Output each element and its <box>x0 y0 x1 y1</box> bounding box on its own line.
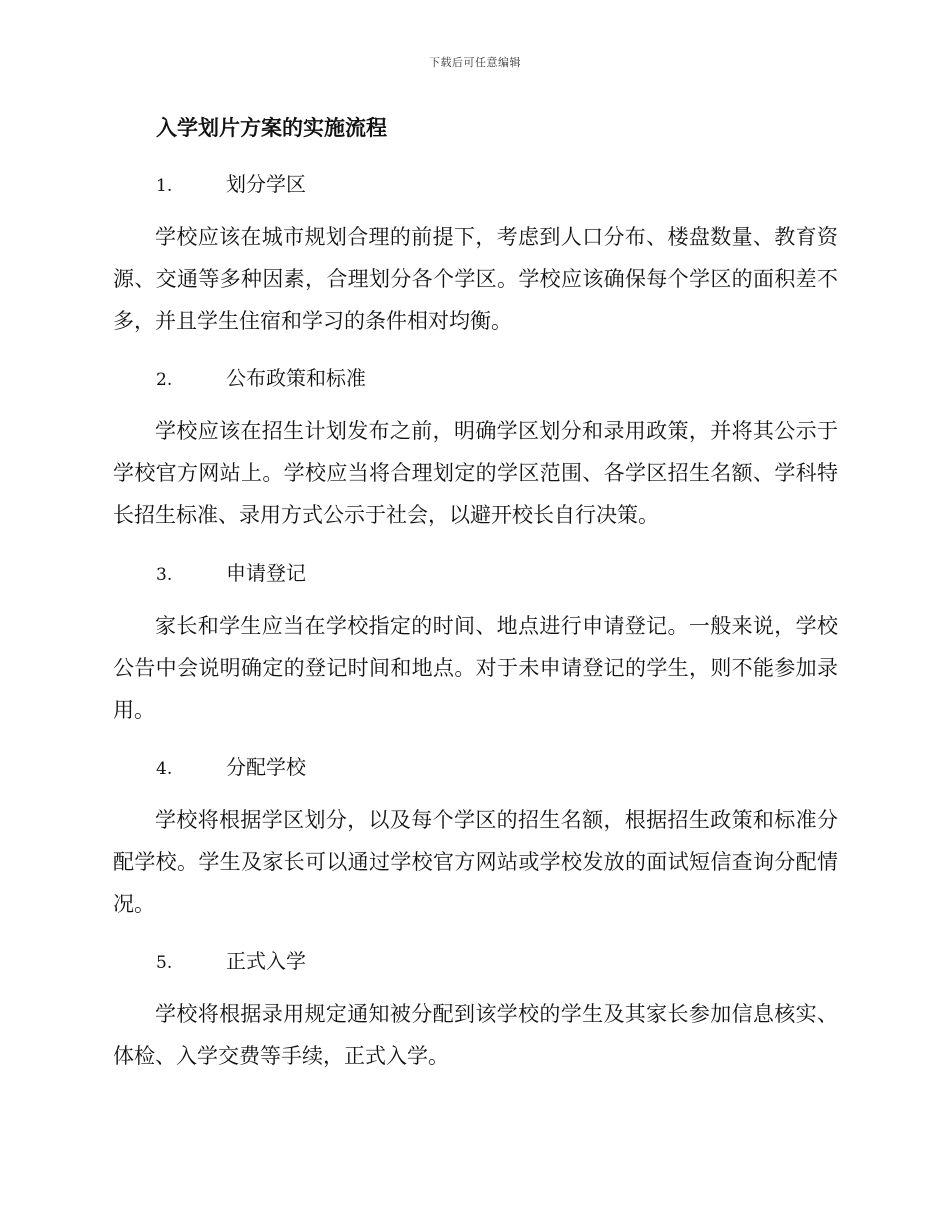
section-3-body: 家长和学生应当在学校指定的时间、地点进行申请登记。一般来说，学校公告中会说明确定的登记时间和地点。对于未申请登记的学生，则不能参加录用。 <box>113 614 838 722</box>
header-note: 下载后可任意编辑 <box>429 56 521 69</box>
section-4-heading <box>156 751 306 780</box>
section-5-heading <box>156 945 306 974</box>
section-5-number: 5. <box>156 953 173 973</box>
section-2-number: 2. <box>156 370 173 390</box>
section-3-number: 3. <box>156 565 173 585</box>
section-1-number: 1. <box>156 176 173 196</box>
section-4-title: 分配学校 <box>226 755 306 779</box>
section-2-title: 公布政策和标准 <box>226 366 366 390</box>
section-4-number: 4. <box>156 759 173 779</box>
section-5-title: 正式入学 <box>226 949 306 973</box>
section-2-heading <box>156 362 366 391</box>
section-1-body: 学校应该在城市规划合理的前提下，考虑到人口分布、楼盘数量、教育资源、交通等多种因素，合理划分各个学区。学校应该确保每个学区的面积差不多，并且学生住宿和学习的条件相对均衡。 <box>113 225 838 333</box>
section-2-body: 学校应该在招生计划发布之前，明确学区划分和录用政策，并将其公示于学校官方网站上。学校应当将合理划定的学区范围、各学区招生名额、学科特长招生标准、录用方式公示于社会，以避开校长自行决策。 <box>113 419 838 527</box>
section-4-body: 学校将根据学区划分，以及每个学区的招生名额，根据招生政策和标准分配学校。学生及家长可以通过学校官方网站或学校发放的面试短信查询分配情况。 <box>113 808 838 916</box>
section-1-title: 划分学区 <box>226 172 306 196</box>
section-3-heading <box>156 557 306 586</box>
section-5-body: 学校将根据录用规定通知被分配到该学校的学生及其家长参加信息核实、体检、入学交费等手续，正式入学。 <box>113 1002 838 1068</box>
document-title: 入学划片方案的实施流程 <box>156 115 387 140</box>
section-1-heading <box>156 168 306 197</box>
section-3-title: 申请登记 <box>226 561 306 585</box>
